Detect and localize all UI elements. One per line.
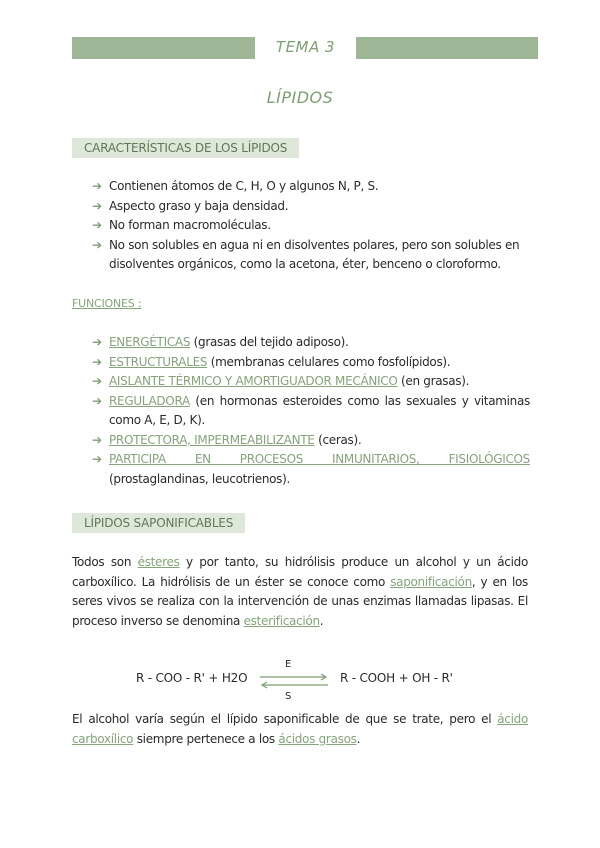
function-term: PARTICIPA EN PROCESOS INMUNITARIOS, FISIOLÓGICOS [109,452,530,466]
function-term: AISLANTE TÉRMICO Y AMORTIGUADOR MECÁNICO [109,374,398,388]
function-desc: (en hormonas esteroides como las sexuales y vitaminas como A, E, D, K). [109,393,530,427]
topic-number: TEMA 3 [275,38,336,56]
arrow-right-icon: ➔ [92,393,102,408]
link-acido-carboxilico: ácido carboxílico [72,712,528,746]
list-item [92,450,530,489]
arrow-right-icon: ➔ [92,374,102,388]
arrow-right-icon: ➔ [92,354,102,369]
function-desc: (membranas celulares como fosfolípidos). [207,354,451,369]
list-item [92,392,530,431]
list-item [92,372,530,392]
function-term: PROTECTORA, IMPERMEABILIZANTE [109,432,315,447]
arrow-right-icon: ➔ [92,179,102,193]
equilibrium-arrows-icon [258,672,330,690]
page-title: LÍPIDOS [266,88,334,107]
list-item [92,333,530,353]
equation-label-saponification: S [285,691,292,702]
link-esterificacion: esterificación [243,613,320,628]
section-heading-funciones: FUNCIONES : [72,297,142,310]
arrow-right-icon: ➔ [92,198,102,213]
paragraph-alcohol: El alcohol varía según el lípido saponificable de que se trate, pero el ácido carboxílico siempre pertenece a los ácidos grasos. [72,712,528,746]
function-term: REGULADORA [109,393,190,408]
arrow-right-icon: ➔ [92,237,102,252]
link-saponificacion: saponificación [390,574,472,589]
function-desc: (ceras). [314,432,362,447]
function-term: ENERGÉTICAS [109,335,191,349]
arrow-right-icon: ➔ [92,452,102,466]
list-item: ➔ Aspecto graso y baja densidad. [92,197,530,217]
header-bar-right [356,37,538,59]
list-item [92,431,530,451]
caracteristicas-list [92,177,530,275]
function-desc: (prostaglandinas, leucotrienos). [109,471,291,486]
paragraph-esteres: Todos son ésteres y por tanto, su hidrólisis produce un alcohol y un ácido carboxílico. La hidrólisis de un éster se conoce como saponificación, y en los seres vivos se realiza con la intervención de unas enzimas llamadas lipasas. El proceso inverso se denomina esterificación. [72,555,528,628]
funciones-list [92,333,530,489]
function-desc: (en grasas). [397,374,470,388]
arrow-right-icon: ➔ [92,218,102,232]
function-desc: (grasas del tejido adiposo). [190,335,349,349]
list-item: ➔ No forman macromoléculas. [92,216,530,236]
equation-label-esterification: E [285,659,292,670]
section-heading-caracteristicas: CARACTERÍSTICAS DE LOS LÍPIDOS [72,138,299,158]
list-item: ➔ Contienen átomos de C, H, O y algunos N, P, S. [92,177,530,197]
function-term: ESTRUCTURALES [109,354,208,369]
list-item: ➔ No son solubles en agua ni en disolventes polares, pero son solubles en disolventes orgánicos, como la acetona, éter, benceno o cloroformo. [92,237,520,271]
list-item [92,353,530,373]
section-heading-saponificables: LÍPIDOS SAPONIFICABLES [72,513,245,533]
equation-right: R - COOH + OH - R' [340,671,453,685]
link-esteres: ésteres [137,555,180,569]
header-bar-left [72,37,255,59]
arrow-right-icon: ➔ [92,335,102,349]
equation-left: R - COO - R' + H2O [136,671,248,685]
link-acidos-grasos: ácidos grasos [278,731,357,746]
arrow-right-icon: ➔ [92,432,102,447]
